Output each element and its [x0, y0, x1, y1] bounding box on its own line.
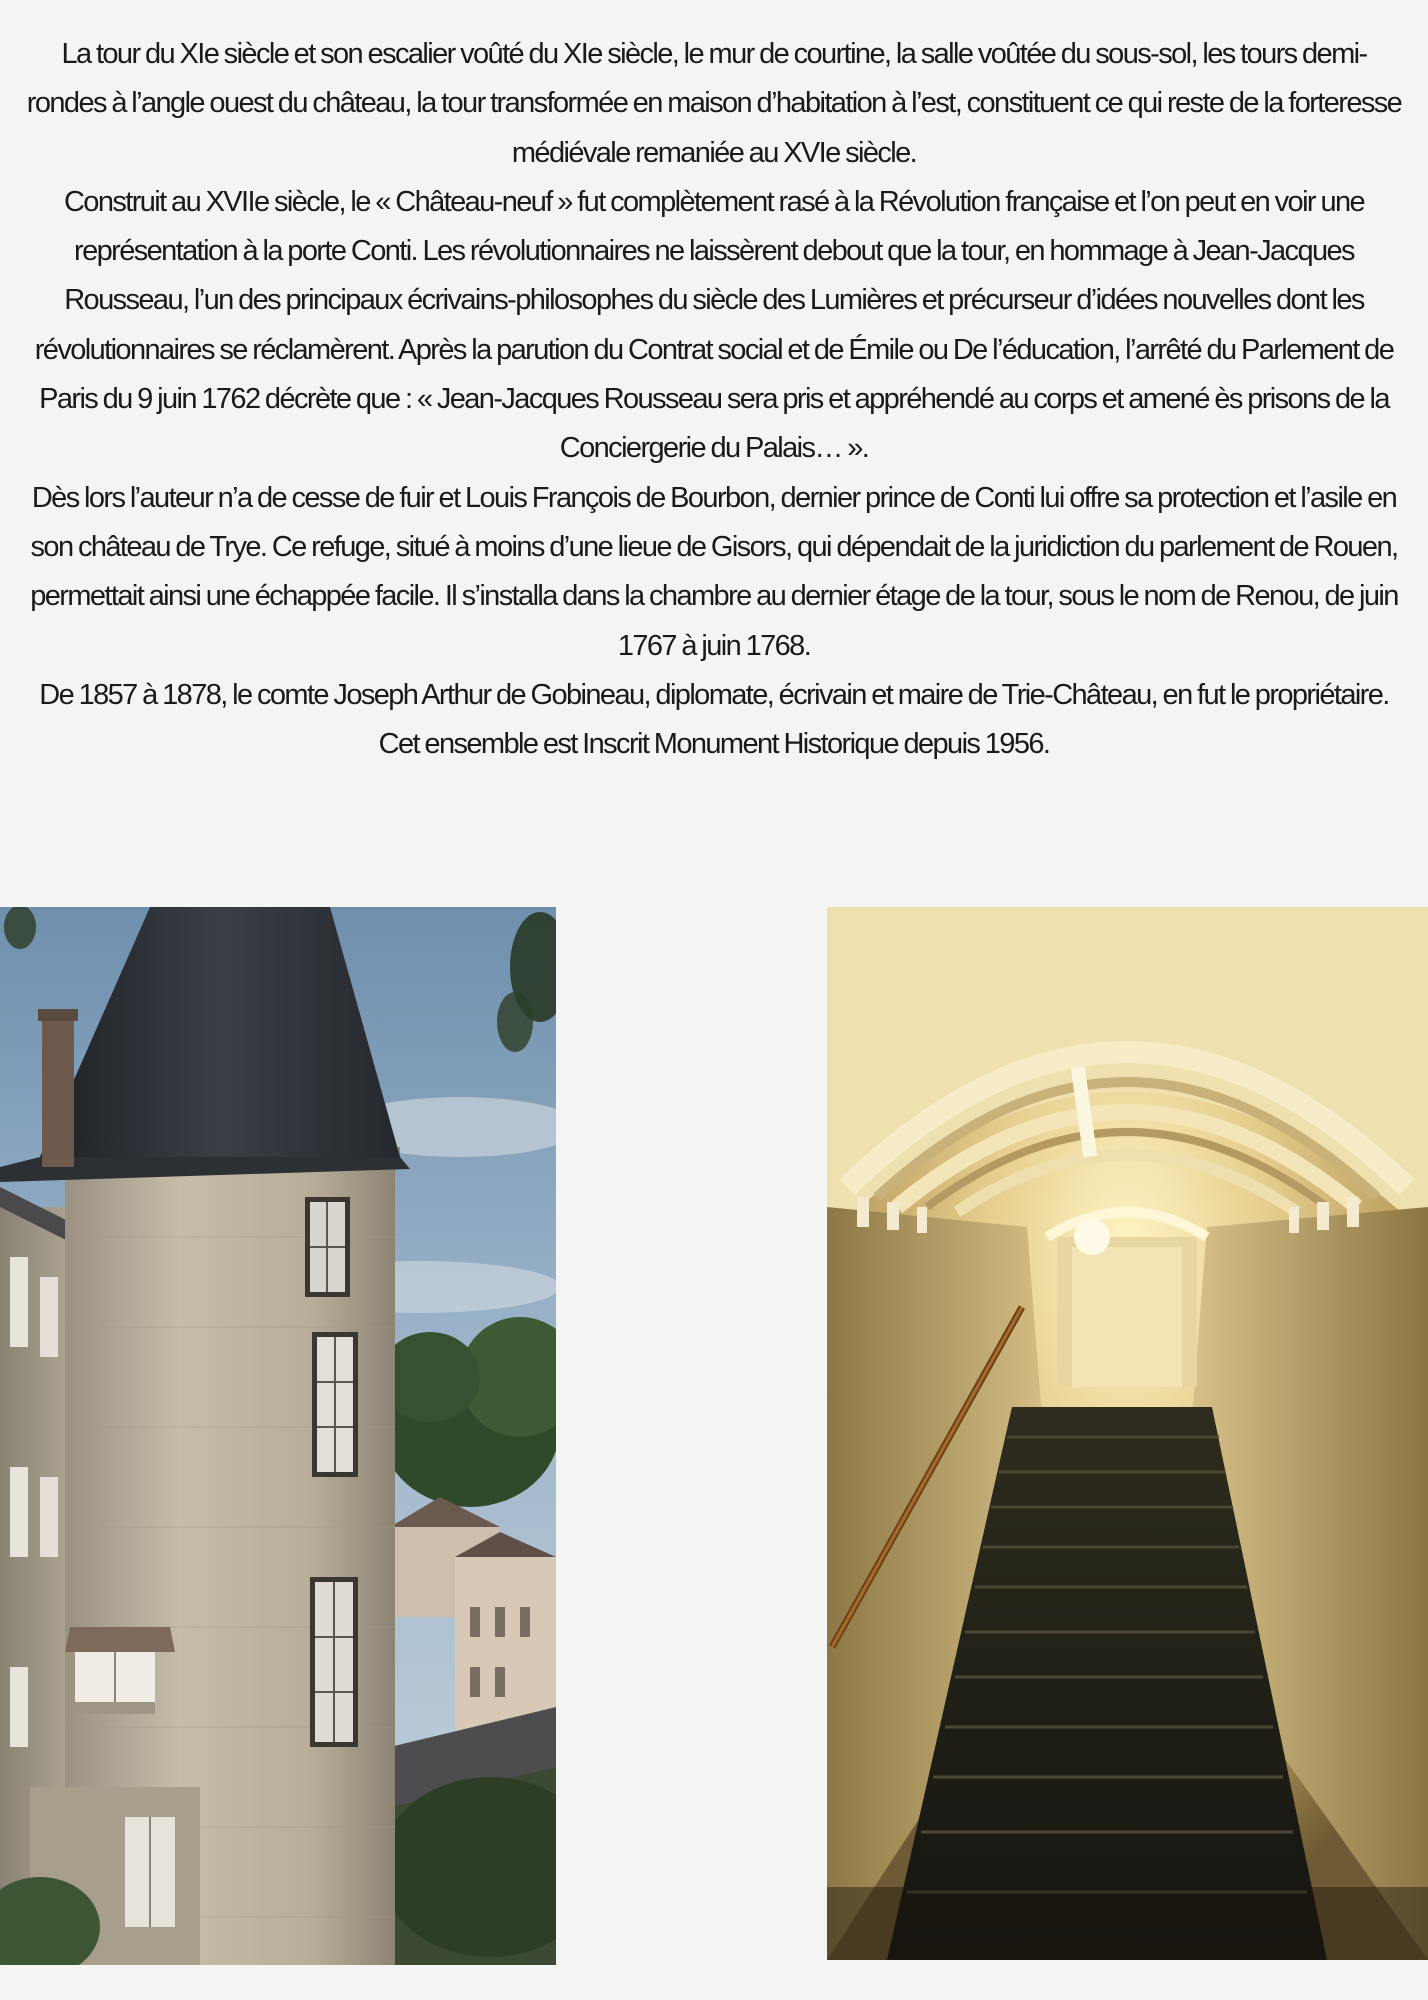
paragraph-chateau-neuf: Construit au XVIIe siècle, le « Château-neuf » fut complètement rasé à la Révolution française et l’on peut en voir une représentation à la porte Conti. Les révolutionnaires ne laissèrent debout que la tour, en hommage à Jean-Jacques Rousseau, l’un des principaux écrivains-philosophes du siècle des Lumières et précurseur d’idées nouvelles dont les révolutionnaires se réclamèrent. Après la parution du Contrat social et de Émile ou De l’éducation, l’arrêté du Parlement de Paris du 9 juin 1762 décrète que : « Jean-Jacques Rousseau sera pris et appréhendé au corps et amené ès prisons de la Conciergerie du Palais… ». — [34, 185, 1394, 465]
article-text — [22, 30, 1406, 769]
paragraph-rousseau-refuge: Dès lors l’auteur n’a de cesse de fuir et Louis François de Bourbon, dernier prince de Conti lui offre sa protection et l’asile en son château de Trye. Ce refuge, situé à moins d’une lieue de Gisors, qui dépendait de la juridiction du parlement de Rouen, permettait ainsi une échappée facile. Il s’installa dans la chambre au dernier étage de la tour, sous le nom de Renou, de juin 1767 à juin 1768. — [30, 481, 1398, 662]
paragraph-gobineau: De 1857 à 1878, le comte Joseph Arthur de Gobineau, diplomate, écrivain et maire de Trie-Château, en fut le propriétaire. — [39, 678, 1389, 711]
paragraph-monument-historique: Cet ensemble est Inscrit Monument Historique depuis 1956. — [378, 728, 1050, 761]
paragraph-medieval-remains: La tour du XIe siècle et son escalier voûté du XIe siècle, le mur de courtine, la salle voûtée du sous-sol, les tours demi-rondes à l’angle ouest du château, la tour transformée en maison d’habitation à l’est, constituent ce qui reste de la forteresse médiévale remaniée au XVIe siècle. — [26, 38, 1402, 169]
stairway-photo — [827, 907, 1428, 1960]
tower-photo — [0, 907, 556, 1965]
